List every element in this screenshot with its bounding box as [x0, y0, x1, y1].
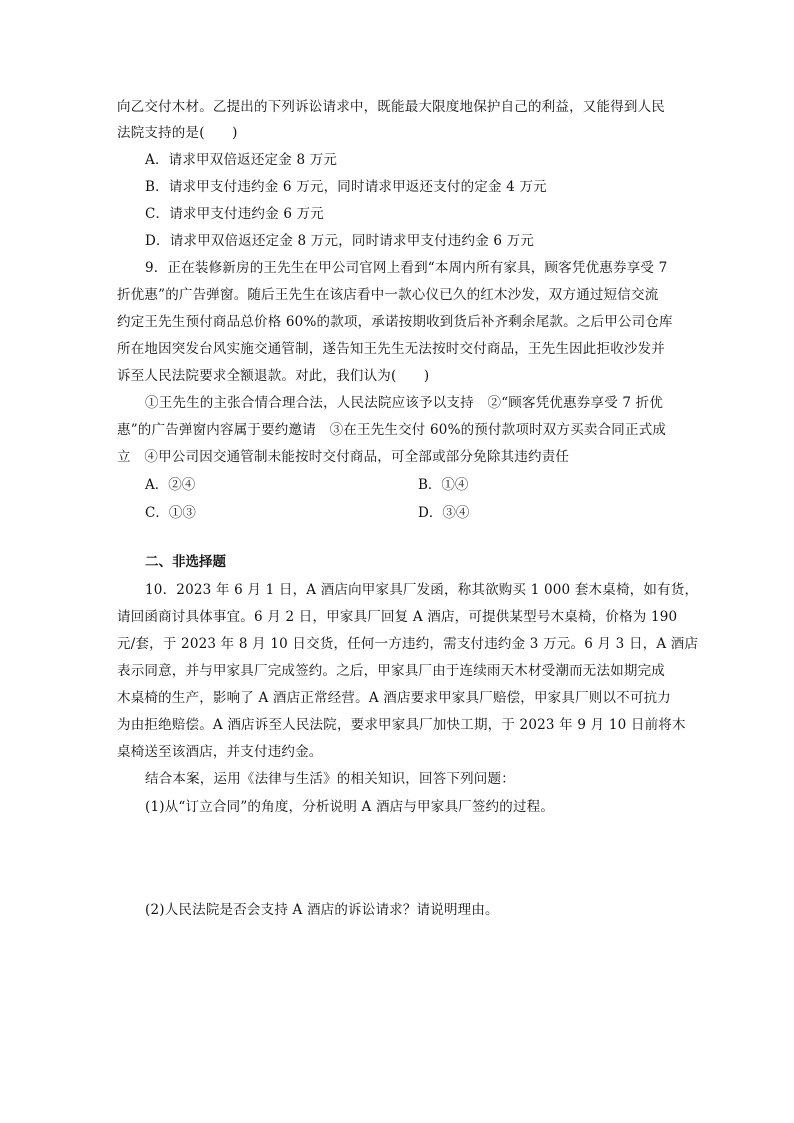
q10-line1: 10．2023 年 6 月 1 日，A 酒店向甲家具厂发函，称其欲购买 1 000 套木桌椅，如有货， [145, 582, 699, 598]
q9-option-d: D．③④ [418, 505, 470, 521]
q9-stem-line5: 诉至人民法院要求全额退款。对此，我们认为( ) [117, 368, 430, 384]
q10-line6: 为由拒绝赔偿。A 酒店诉至人民法院，要求甲家具厂加快工期，于 2023 年 9 月 10 日前将木 [117, 717, 686, 733]
q9-statements-line2: 惠”的广告弹窗内容属于要约邀请 ③在王先生交付 60%的预付款项时双方买卖合同正式成 [117, 422, 667, 438]
q8-stem-line1: 向乙交付木材。乙提出的下列诉讼请求中，既能最大限度地保护自己的利益，又能得到人民 [117, 99, 665, 115]
q10-line7: 桌椅送至该酒店，并支付违约金。 [117, 744, 323, 760]
q8-stem-line2: 法院支持的是( ) [117, 125, 238, 141]
q9-stem-line3: 约定王先生预付商品总价格 60%的款项，承诺按期收到货后补齐剩余尾款。之后甲公司仓库 [117, 314, 673, 330]
q9-stem-line1: 9．正在装修新房的王先生在甲公司官网上看到“本周内所有家具，顾客凭优惠券享受 7 [145, 260, 668, 276]
q8-option-a: A．请求甲双倍返还定金 8 万元 [145, 152, 338, 168]
q9-stem-line2: 折优惠”的广告弹窗。随后王先生在该店看中一款心仪已久的红木沙发，双方通过短信交流 [117, 287, 659, 303]
q10-line5: 木桌椅的生产，影响了 A 酒店正常经营。A 酒店要求甲家具厂赔偿，甲家具厂则以不可抗力 [117, 690, 671, 706]
q10-subquestion-1: (1)从“订立合同”的角度，分析说明 A 酒店与甲家具厂签约的过程。 [145, 799, 555, 815]
q10-line2: 请回函商讨具体事宜。6 月 2 日，甲家具厂回复 A 酒店，可提供某型号木桌椅，价格为 190 [117, 609, 678, 625]
section-heading: 二、非选择题 [145, 554, 226, 570]
q9-statements-line3: 立 ④甲公司因交通管制未能按时交付商品，可全部或部分免除其违约责任 [117, 449, 570, 465]
answer-space-2 [117, 925, 677, 1075]
q10-subquestion-2: (2)人民法院是否会支持 A 酒店的诉讼请求？请说明理由。 [145, 902, 499, 918]
q8-option-b: B．请求甲支付违约金 6 万元，同时请求甲返还支付的定金 4 万元 [145, 179, 547, 195]
q10-line4: 表示同意，并与甲家具厂完成签约。之后，甲家具厂由于连续雨天木材受潮而无法如期完成 [117, 663, 665, 679]
q10-line3: 元/套，于 2023 年 8 月 10 日交货，任何一方违约，需支付违约金 3 万元。6 月 3 日，A 酒店 [117, 636, 699, 652]
q8-option-d: D．请求甲双倍返还定金 8 万元，同时请求甲支付违约金 6 万元 [145, 233, 535, 249]
q9-option-a: A．②④ [145, 477, 196, 493]
q9-option-c: C．①③ [145, 505, 196, 521]
q9-option-b: B．①④ [418, 477, 469, 493]
q9-stem-line4: 所在地因突发台风实施交通管制，遂告知王先生无法按时交付商品，王先生因此拒收沙发并 [117, 341, 665, 357]
answer-space-1 [117, 822, 677, 897]
q8-option-c: C．请求甲支付违约金 6 万元 [145, 206, 325, 222]
q9-statements-line1: ①王先生的主张合情合理合法，人民法院应该予以支持 ②“顾客凭优惠券享受 7 折优 [145, 395, 664, 411]
q10-prompt: 结合本案，运用《法律与生活》的相关知识，回答下列问题： [145, 771, 515, 787]
